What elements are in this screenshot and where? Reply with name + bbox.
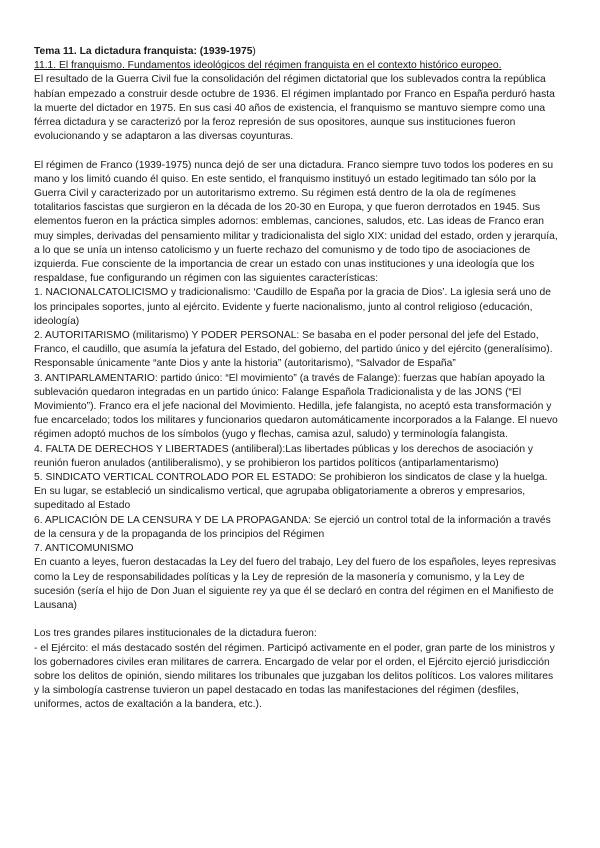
paragraph-pillars-intro: Los tres grandes pilares institucionales de la dictadura fueron: [34, 628, 317, 640]
paragraph-pillar-army: - el Ejército: el más destacado sostén del régimen. Participó activamente en el poder, gran parte de los ministros y los gobernadores civiles eran militares de carrera. Encargado de velar por el orden, el Ejército ejerció jurisdicción sobre los delitos de opinión, siendo militares los tribunales que juzgaban los delitos políticos. Los valores militares y la simbología castrense tuvieron un papel destacado en todas las manifestaciones del régimen (desfiles, uniformes, actos de exaltación a la bandera, etc.). [34, 642, 555, 711]
paragraph-intro: El resultado de la Guerra Civil fue la consolidación del régimen dictatorial que los sublevados contra la república habían empezado a construir desde octubre de 1936. El régimen implantado por Franco en España perduró hasta la muerte del dictador en 1975. En sus casi 40 años de existencia, el franquismo se mantuvo siempre como una férrea dictadura y se caracterizó por la feroz represión de sus opositores, aunque sus instituciones fueron evolucionando y se adaptaron a las diversas coyunturas. [34, 74, 555, 143]
section-subtitle: 11.1. El franquismo. Fundamentos ideológicos del régimen franquista en el contexto histórico europeo. [34, 60, 502, 72]
list-item-6: 6. APLICACIÓN DE LA CENSURA Y DE LA PROPAGANDA: Se ejerció un control total de la información a través de la censura y de la propaganda de los principios del Régimen [34, 514, 551, 540]
title-main: Tema 11. La dictadura franquista: (1939-1975 [34, 46, 253, 57]
paragraph-regime: El régimen de Franco (1939-1975) nunca dejó de ser una dictadura. Franco siempre tuvo todos los poderes en su mano y los limitó cuando él quiso. En este sentido, el franquismo instituyó un estado legitimado tan sólo por la Guerra Civil y caracterizado por un autoritarismo extremo. Su régimen está dentro de la ola de regímenes totalitarios fascistas que surgieron en la década de los 20-30 en Europa, y que fueron derrotados en 1945. Sus elementos fueron en la práctica simples adornos: emblemas, canciones, saludos, etc. Las ideas de Franco eran muy simples, derivadas del pensamiento militar y tradicionalista del siglo XIX: unidad del estado, orden y jerarquía, a lo que se unía un intenso catolicismo y un fuerte rechazo del comunismo y de todo tipo de asociaciones de izquierda. Fue consciente de la importancia de crear un estado con unas instituciones y una ideología que los respaldase, fue configurando un régimen con las siguientes características: [34, 159, 558, 285]
title-tail: ) [252, 46, 256, 57]
list-item-1: 1. NACIONALCATOLICISMO y tradicionalismo: ‘Caudillo de España por la gracia de Dios’. La iglesia será uno de los principales soportes, junto al ejército. Evidente y fuerte nacionalismo, junto al control religioso (educación, ideología) [34, 287, 551, 327]
paragraph-gap [34, 144, 560, 158]
list-item-5: 5. SINDICATO VERTICAL CONTROLADO POR EL ESTADO: Se prohibieron los sindicatos de clase y la huelga. En su lugar, se estableció un sindicalismo vertical, que agrupaba obligatoriamente a obreros y empresarios, supeditado al Estado [34, 472, 548, 512]
document-title [34, 45, 560, 59]
paragraph-gap [34, 613, 560, 627]
list-item-3: 3. ANTIPARLAMENTARIO: partido único: “El movimiento” (a través de Falange): fuerzas que habían apoyado la sublevación quedaron integradas en un partido único: Falange Española Tradicionalista y de las JONS (“El Movimiento”). Franco era el jefe nacional del Movimiento. Hedilla, jefe falangista, no aceptó esta transformación y fue encarcelado; todos los militares y funcionarios quedaron automáticamente incorporados a la Falange. El nuevo régimen adoptó muchos de los símbolos (yugo y flechas, camisa azul, saludo) y terminología falangista. [34, 372, 558, 441]
list-item-4: 4. FALTA DE DERECHOS Y LIBERTADES (antiliberal):Las libertades públicas y los derechos de asociación y reunión fueron anulados (antiliberalismo), y se prohibieron los partidos políticos (antiparlamentarismo) [34, 443, 534, 469]
list-item-7: 7. ANTICOMUNISMO [34, 543, 134, 555]
list-item-2: 2. AUTORITARISMO (militarismo) Y PODER PERSONAL: Se basaba en el poder personal del jefe del Estado, Franco, el caudillo, que asumía la jefatura del Estado, del gobierno, del partido único y del ejército (generalísimo). Responsable únicamente “ante Dios y ante la historia” (autoritarismo), “Salvador de España” [34, 330, 553, 370]
paragraph-laws: En cuanto a leyes, fueron destacadas la Ley del fuero del trabajo, Ley del fuero de los españoles, leyes represivas como la Ley de responsabilidades políticas y la Ley de represión de la masonería y comunismo, y la Ley de sucesión (sería el hijo de Don Juan el siguiente rey ya que él se declaró en contra del régimen en el Manifiesto de Lausana) [34, 557, 557, 611]
